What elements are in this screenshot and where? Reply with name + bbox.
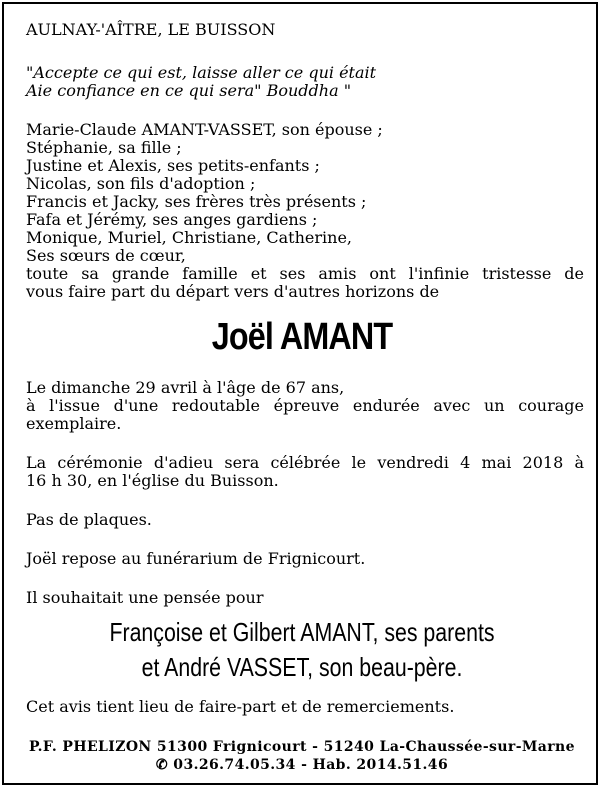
funeral-director-line: P.F. PHELIZON 51300 Frignicourt - 51240 La-Chaussée-sur-Marne <box>29 739 575 755</box>
family-line: Stéphanie, sa fille ; <box>26 138 182 157</box>
ceremony-line-2: 16 h 30, en l'église du Buisson. <box>26 471 279 490</box>
family-line: toute sa grande famille et ses amis ont l'infinie tristesse de <box>26 264 584 283</box>
obituary-notice <box>2 2 598 785</box>
death-line-3: exemplaire. <box>26 414 122 433</box>
parents-line-1: Françoise et Gilbert AMANT, ses parents <box>109 617 495 647</box>
contact-line: ✆ 03.26.74.05.34 - Hab. 2014.51.46 <box>155 757 449 773</box>
family-line: Marie-Claude AMANT-VASSET, son épouse ; <box>26 120 383 139</box>
family-line: Ses sœurs de cœur, <box>26 246 186 265</box>
family-line: Justine et Alexis, ses petits-enfants ; <box>26 156 320 175</box>
family-line: Monique, Muriel, Christiane, Catherine, <box>26 228 352 247</box>
family-line: Nicolas, son fils d'adoption ; <box>26 174 256 193</box>
family-line: Francis et Jacky, ses frères très présents ; <box>26 192 367 211</box>
death-line-1: Le dimanche 29 avril à l'âge de 67 ans, <box>26 378 345 397</box>
ceremony-line-1: La cérémonie d'adieu sera célébrée le vendredi 4 mai 2018 à <box>26 453 584 472</box>
quote-line-2: Aie confiance en ce qui sera" Bouddha " <box>26 81 352 100</box>
family-line: vous faire part du départ vers d'autres horizons de <box>26 282 440 301</box>
deceased-name: Joël AMANT <box>211 316 393 358</box>
thought-intro: Il souhaitait une pensée pour <box>26 588 264 607</box>
parents-line-2: et André VASSET, son beau-père. <box>141 652 463 682</box>
death-line-2: à l'issue d'une redoutable épreuve endurée avec un courage <box>26 396 584 415</box>
location-heading: AULNAY-'AÎTRE, LE BUISSON <box>26 20 276 39</box>
quote-line-1: "Accepte ce qui est, laisse aller ce qui était <box>26 63 377 82</box>
closing-text: Cet avis tient lieu de faire-part et de remerciements. <box>26 697 455 716</box>
family-line: Fafa et Jérémy, ses anges gardiens ; <box>26 210 318 229</box>
funeral-home-text: Joël repose au funérarium de Frignicourt. <box>26 549 366 568</box>
no-plaques-text: Pas de plaques. <box>26 510 152 529</box>
